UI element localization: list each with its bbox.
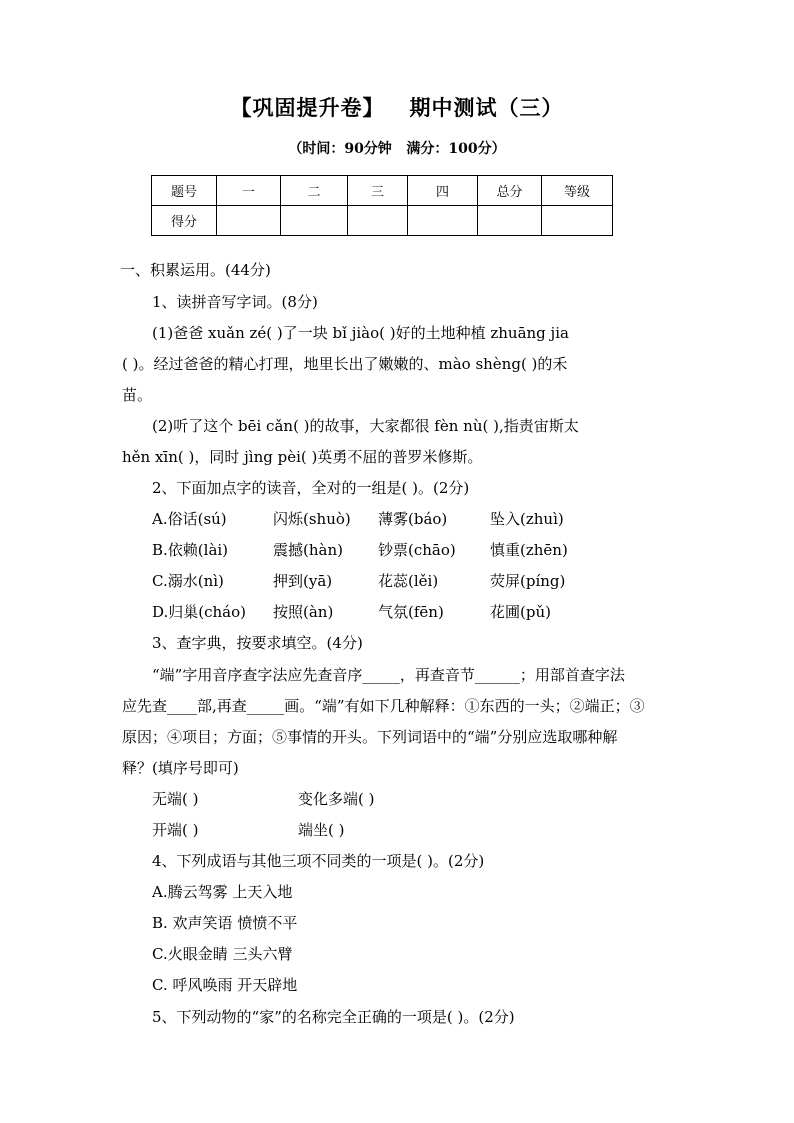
fill-item: 端坐( ) (298, 821, 345, 839)
option-text: C.火眼金睛 三头六臂 (152, 945, 293, 963)
option-text: 闪烁(shuò) (273, 510, 351, 528)
option-text: 荧屏(píng) (490, 572, 566, 590)
score-input-cell[interactable] (348, 206, 408, 236)
score-table-cell: 四 (408, 176, 478, 206)
question-stem: 3、查字典，按要求填空。(4分) (152, 634, 363, 652)
score-table-cell: 题号 (152, 176, 217, 206)
option-text: 坠入(zhuì) (490, 510, 564, 528)
option-text: C. 呼风唤雨 开天辟地 (152, 976, 298, 994)
question-text: ( )。经过爸爸的精心打理，地里长出了嫩嫩的、mào shèng( )的禾 (122, 355, 568, 373)
option-text: D.归巢(cháo) (152, 603, 246, 621)
option-text: 按照(àn) (273, 603, 334, 621)
option-text: C.溺水(nì) (152, 572, 224, 590)
score-table-cell: 等级 (542, 176, 613, 206)
question-text: 应先查____部,再查_____画。“端”有如下几种解释：①东西的一头；②端正；③ (122, 697, 645, 715)
exam-info: （时间：90分钟 满分：100分） (288, 141, 506, 157)
option-text: 薄雾(báo) (378, 510, 448, 528)
option-text: 钞票(chāo) (378, 541, 456, 559)
option-text: A.腾云驾雾 上天入地 (152, 883, 293, 901)
score-input-cell[interactable] (478, 206, 542, 236)
score-table-cell: 总分 (478, 176, 542, 206)
question-text: (1)爸爸 xuǎn zé( )了一块 bǐ jiào( )好的土地种植 zhuāng jia (152, 324, 569, 342)
option-text: 气氛(fēn) (378, 603, 444, 621)
score-input-cell[interactable] (542, 206, 613, 236)
score-table-cell: 一 (217, 176, 281, 206)
question-stem: 5、下列动物的“家”的名称完全正确的一项是( )。(2分) (152, 1008, 515, 1026)
question-text: 苗。 (122, 386, 153, 404)
score-table (151, 175, 613, 236)
section-heading: 一、积累运用。(44分) (120, 261, 271, 279)
score-table-score-row (152, 206, 613, 236)
question-text: “端”字用音序查字法应先查音序_____，再查音节______；用部首查字法 (152, 666, 625, 684)
question-text: 原因；④项目；方面；⑤事情的开头。下列词语中的“端”分别应选取哪种解 (122, 728, 618, 746)
score-input-cell[interactable] (217, 206, 281, 236)
score-table-cell: 三 (348, 176, 408, 206)
option-text: 押到(yā) (273, 572, 333, 590)
option-text: B.依赖(lài) (152, 541, 229, 559)
score-input-cell[interactable] (281, 206, 348, 236)
score-table-cell: 二 (281, 176, 348, 206)
option-text: A.俗话(sú) (152, 510, 227, 528)
question-text: (2)听了这个 bēi cǎn( )的故事，大家都很 fèn nù( ),指责宙斯太 (152, 417, 579, 435)
page-title: 【巩固提升卷】 期中测试（三） (230, 95, 564, 120)
option-text: 慎重(zhēn) (490, 541, 568, 559)
score-table-cell: 得分 (152, 206, 217, 236)
score-table-header-row (152, 176, 613, 206)
fill-item: 开端( ) (152, 821, 199, 839)
option-text: 震撼(hàn) (273, 541, 343, 559)
question-stem: 1、读拼音写字词。(8分) (152, 293, 318, 311)
question-text: hěn xīn( )，同时 jìng pèi( )英勇不屈的普罗米修斯。 (122, 448, 483, 466)
fill-item: 无端( ) (152, 790, 199, 808)
question-text: 释？(填序号即可) (122, 759, 239, 777)
fill-item: 变化多端( ) (298, 790, 375, 808)
score-input-cell[interactable] (408, 206, 478, 236)
option-text: 花蕊(lěi) (378, 572, 439, 590)
question-stem: 4、下列成语与其他三项不同类的一项是( )。(2分) (152, 852, 485, 870)
option-text: 花圃(pǔ) (490, 603, 551, 621)
option-text: B. 欢声笑语 愤愤不平 (152, 914, 298, 932)
question-stem: 2、下面加点字的读音，全对的一组是( )。(2分) (152, 479, 470, 497)
